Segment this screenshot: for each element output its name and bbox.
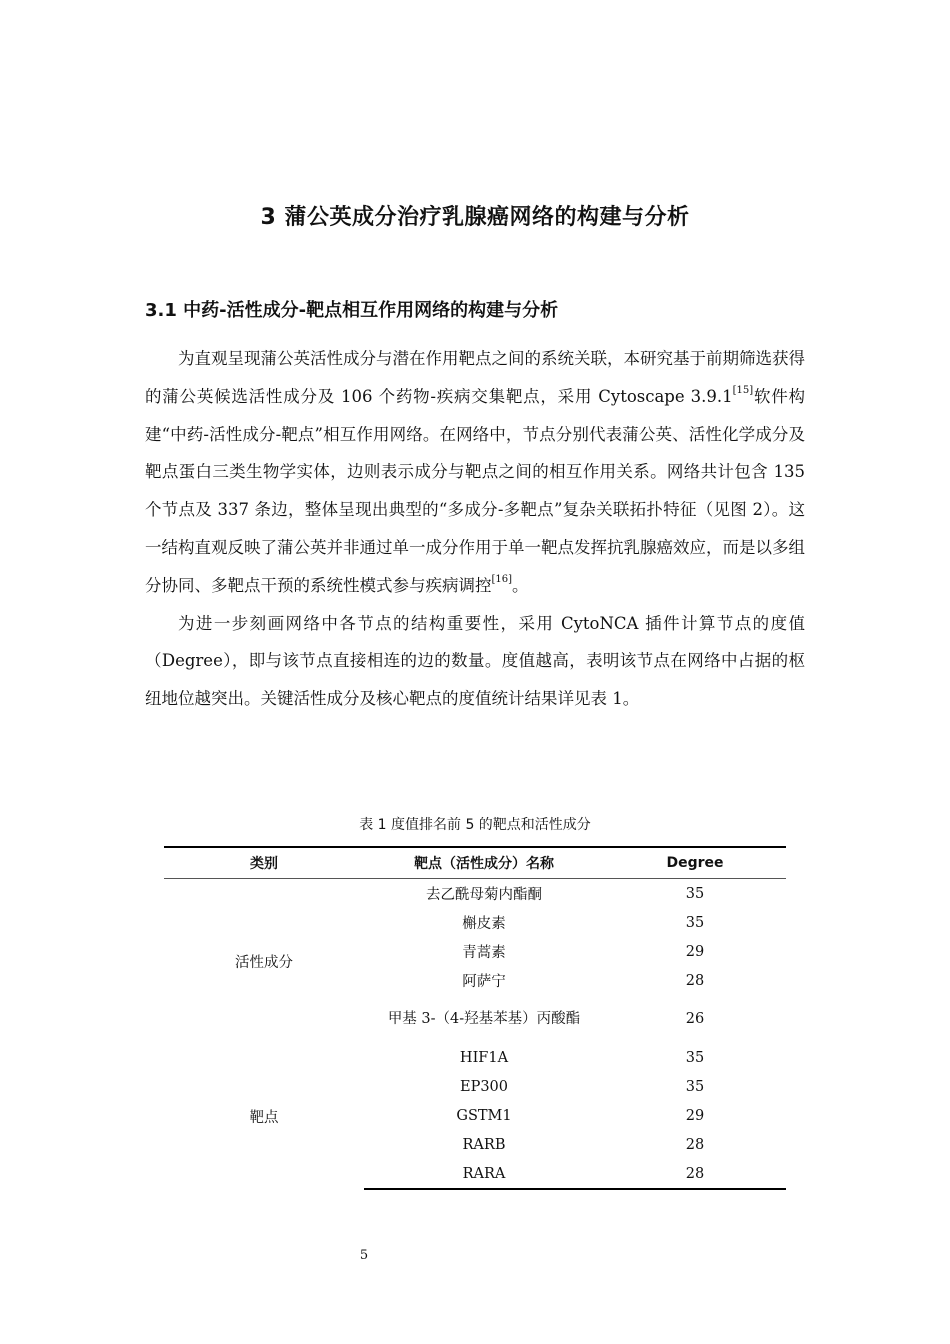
- name-cell: 甲基 3-（4-羟基苯基）丙酸酯: [387, 1011, 581, 1027]
- degree-cell: 28: [604, 1159, 786, 1189]
- table-row: [164, 1043, 786, 1072]
- degree-cell: 29: [685, 943, 705, 960]
- degree-cell: 29: [685, 1107, 705, 1124]
- name-cell: 去乙酰母菊内酯酮: [426, 887, 542, 903]
- paragraph-1-text-c: 。: [512, 575, 529, 595]
- degree-table: [164, 846, 786, 1190]
- degree-cell: 28: [685, 1136, 705, 1153]
- name-cell: EP300: [459, 1078, 509, 1095]
- degree-cell: 28: [685, 972, 705, 989]
- body-text: [145, 340, 805, 718]
- name-cell: GSTM1: [456, 1107, 512, 1124]
- table-caption: 表 1 度值排名前 5 的靶点和活性成分: [359, 817, 591, 833]
- degree-cell: 35: [685, 1049, 705, 1066]
- paragraph-1-text-b: 软件构建“中药-活性成分-靶点”相互作用网络。在网络中，节点分别代表蒲公英、活性化学成分及靶点蛋白三类生物学实体，边则表示成分与靶点之间的相互作用关系。网络共计包含 135 个节点及 337 条边，整体呈现出典型的“多成分-多靶点”复杂关联拓扑特征（见图 2）。这一结构直观反映了蒲公英并非通过单一成分作用于单一靶点发挥抗乳腺癌效应，而是以多组分协同、多靶点干预的系统性模式参与疾病调控: [145, 386, 805, 595]
- category-cell: 活性成分: [235, 954, 293, 971]
- degree-cell: 35: [685, 885, 705, 902]
- header-degree: Degree: [604, 847, 786, 879]
- name-cell: HIF1A: [459, 1049, 509, 1066]
- section-title: 3.1 中药-活性成分-靶点相互作用网络的构建与分析: [145, 300, 559, 321]
- degree-cell: 35: [685, 914, 705, 931]
- name-cell: 阿萨宁: [462, 974, 506, 990]
- degree-cell: 26: [685, 1011, 705, 1027]
- chapter-title: 3 蒲公英成分治疗乳腺癌网络的构建与分析: [260, 205, 690, 230]
- header-name: 靶点（活性成分）名称: [364, 847, 604, 879]
- degree-cell: 35: [685, 1078, 705, 1095]
- citation-16: [16]: [491, 574, 513, 586]
- name-cell: 槲皮素: [462, 916, 506, 932]
- page-number: 5: [359, 1248, 369, 1263]
- table-row: [164, 879, 786, 909]
- name-cell: 青蒿素: [462, 945, 506, 961]
- table-header-row: [164, 847, 786, 879]
- citation-15: [15]: [732, 385, 754, 397]
- paragraph-2: 为进一步刻画网络中各节点的结构重要性，采用 CytoNCA 插件计算节点的度值（Degree），即与该节点直接相连的边的数量。度值越高，表明该节点在网络中占据的枢纽地位越突出。关键活性成分及核心靶点的度值统计结果详见表 1。: [145, 613, 805, 709]
- name-cell: RARA: [364, 1159, 604, 1189]
- category-cell: 靶点: [249, 1109, 279, 1126]
- name-cell: RARB: [462, 1136, 506, 1153]
- header-category: 类别: [164, 847, 364, 879]
- paragraph-1-text-a: 为直观呈现蒲公英活性成分与潜在作用靶点之间的系统关联，本研究基于前期筛选获得的蒲公英候选活性成分及 106 个药物-疾病交集靶点，采用 Cytoscape 3.9.1: [145, 349, 805, 406]
- paragraph-1: [145, 340, 805, 605]
